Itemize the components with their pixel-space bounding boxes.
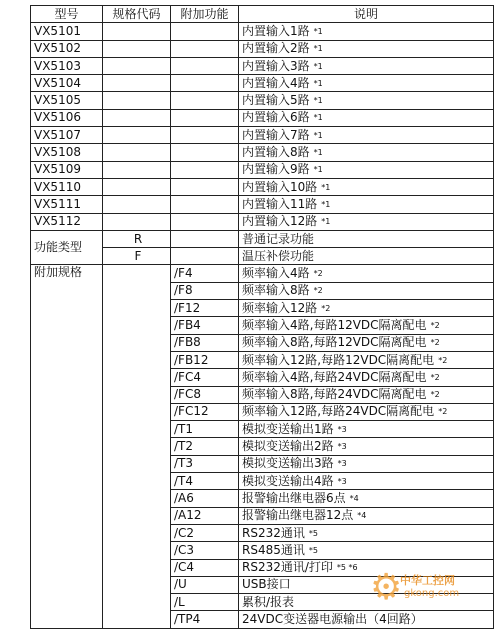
addon-cell — [171, 92, 239, 109]
spec-code-cell — [103, 455, 171, 472]
addon-code-cell: /FC12 — [171, 403, 239, 420]
footnote-marker: *3 — [337, 476, 347, 486]
description-text: 普通记录功能 — [242, 231, 315, 246]
spec-code-cell — [103, 507, 171, 524]
spec-code-cell — [103, 386, 171, 403]
addon-cell — [171, 40, 239, 57]
gear-icon: ⚙ — [370, 567, 403, 608]
description-text: 内置输入5路 — [242, 93, 310, 108]
description-text: 频率输入12路 — [242, 300, 318, 315]
spec-code-cell — [103, 196, 171, 213]
addon-code-cell: /F4 — [171, 265, 239, 282]
footnote-marker: *1 — [313, 148, 323, 158]
description-cell — [239, 300, 494, 317]
footnote-marker: *1 — [321, 182, 331, 192]
table-row — [31, 75, 494, 92]
table-row — [31, 230, 494, 247]
model-cell: VX5110 — [31, 178, 103, 195]
addon-code-cell: /L — [171, 594, 239, 611]
model-cell: VX5106 — [31, 109, 103, 126]
description-text: 频率输入8路 — [242, 283, 310, 298]
spec-code-cell — [103, 438, 171, 455]
addon-cell — [171, 196, 239, 213]
addon-code-cell: /T4 — [171, 473, 239, 490]
table-row — [31, 265, 494, 282]
footnote-marker: *1 — [313, 26, 323, 36]
spec-code-cell — [103, 144, 171, 161]
addon-code-cell: /F8 — [171, 282, 239, 299]
footnote-marker: *1 — [313, 61, 323, 71]
spec-code-cell — [103, 351, 171, 368]
description-text: 频率输入12路,每路12VDC隔离配电 — [242, 352, 435, 367]
description-cell — [239, 40, 494, 57]
footnote-marker: *2 — [430, 372, 440, 382]
description-cell — [239, 334, 494, 351]
model-cell: VX5108 — [31, 144, 103, 161]
description-text: 内置输入4路 — [242, 75, 310, 90]
description-cell — [239, 57, 494, 74]
footnote-marker: *2 — [438, 355, 448, 365]
description-text: USB接口 — [242, 577, 291, 592]
description-text: 内置输入2路 — [242, 41, 310, 56]
watermark-title: 中华工控网 — [400, 574, 455, 587]
spec-code-cell — [103, 421, 171, 438]
addon-code-cell: /A12 — [171, 507, 239, 524]
spec-code-cell — [103, 317, 171, 334]
addon-cell — [171, 248, 239, 265]
addon-code-cell: /U — [171, 576, 239, 593]
footnote-marker: *5 — [308, 528, 318, 538]
spec-code-cell — [103, 75, 171, 92]
description-cell — [239, 542, 494, 559]
addon-code-cell: /C4 — [171, 559, 239, 576]
spec-code-cell — [103, 92, 171, 109]
header-row — [31, 6, 494, 23]
model-cell: VX5102 — [31, 40, 103, 57]
spec-code-cell — [103, 40, 171, 57]
description-text: 报警输出继电器12点 — [242, 508, 354, 523]
addon-code-cell: /TP4 — [171, 611, 239, 628]
description-text: 频率输入8路,每路12VDC隔离配电 — [242, 335, 427, 350]
description-text: 内置输入11路 — [242, 196, 318, 211]
spec-code-cell — [103, 213, 171, 230]
footnote-marker: *2 — [430, 338, 440, 348]
model-cell: VX5105 — [31, 92, 103, 109]
spec-code-cell — [103, 127, 171, 144]
description-text: 内置输入12路 — [242, 214, 318, 229]
footnote-marker: *1 — [313, 44, 323, 54]
addon-code-cell: /FB12 — [171, 351, 239, 368]
table-row — [31, 196, 494, 213]
addon-code-cell: /A6 — [171, 490, 239, 507]
footnote-marker: *5 *6 — [336, 563, 358, 573]
header-addon: 附加功能 — [171, 6, 239, 23]
footnote-marker: *1 — [313, 113, 323, 123]
model-cell: VX5111 — [31, 196, 103, 213]
spec-code-cell — [103, 300, 171, 317]
watermark — [370, 568, 495, 620]
table-row — [31, 92, 494, 109]
description-cell — [239, 438, 494, 455]
description-text: 温压补偿功能 — [242, 248, 315, 263]
description-cell — [239, 144, 494, 161]
addon-cell — [171, 127, 239, 144]
model-cell: VX5101 — [31, 23, 103, 40]
table-row — [31, 178, 494, 195]
description-cell — [239, 507, 494, 524]
description-cell — [239, 369, 494, 386]
description-cell — [239, 351, 494, 368]
footnote-marker: *1 — [313, 130, 323, 140]
addon-code-cell: /C2 — [171, 524, 239, 541]
footnote-marker: *2 — [438, 407, 448, 417]
description-cell — [239, 196, 494, 213]
addon-code-cell: /FB4 — [171, 317, 239, 334]
spec-code-cell — [103, 473, 171, 490]
description-cell — [239, 109, 494, 126]
description-text: RS485通讯 — [242, 542, 305, 557]
addon-code-cell: /T3 — [171, 455, 239, 472]
spec-code-cell — [103, 559, 171, 576]
description-text: 内置输入9路 — [242, 162, 310, 177]
table-row — [31, 144, 494, 161]
description-text: 频率输入4路,每路24VDC隔离配电 — [242, 369, 427, 384]
description-cell — [239, 282, 494, 299]
description-text: 24VDC变送器电源输出（4回路） — [242, 612, 423, 627]
addon-cell — [171, 23, 239, 40]
header-description: 说明 — [239, 6, 494, 23]
model-cell: VX5107 — [31, 127, 103, 144]
table-row — [31, 109, 494, 126]
spec-code-cell — [103, 594, 171, 611]
description-cell — [239, 92, 494, 109]
model-cell: VX5109 — [31, 161, 103, 178]
footnote-marker: *5 — [308, 545, 318, 555]
spec-code-cell — [103, 23, 171, 40]
description-cell — [239, 524, 494, 541]
description-cell — [239, 248, 494, 265]
table-row — [31, 57, 494, 74]
description-text: 模拟变送输出4路 — [242, 473, 334, 488]
spec-code-cell — [103, 542, 171, 559]
addon-cell — [171, 161, 239, 178]
footnote-marker: *1 — [313, 96, 323, 106]
description-text: RS232通讯 — [242, 525, 305, 540]
addon-cell — [171, 178, 239, 195]
description-text: 频率输入4路,每路12VDC隔离配电 — [242, 317, 427, 332]
footnote-marker: *2 — [321, 303, 331, 313]
function-type-label: 功能类型 — [31, 230, 103, 265]
footnote-marker: *4 — [357, 511, 367, 521]
description-cell — [239, 75, 494, 92]
addon-code-cell: /FC4 — [171, 369, 239, 386]
addon-code-cell: /T2 — [171, 438, 239, 455]
addon-code-cell: /C3 — [171, 542, 239, 559]
addon-cell — [171, 144, 239, 161]
description-text: 内置输入8路 — [242, 145, 310, 160]
description-cell — [239, 421, 494, 438]
header-model: 型号 — [31, 6, 103, 23]
table-row — [31, 40, 494, 57]
description-text: 频率输入4路 — [242, 266, 310, 281]
description-text: 内置输入1路 — [242, 23, 310, 38]
spec-code-cell — [103, 178, 171, 195]
description-text: 内置输入7路 — [242, 127, 310, 142]
description-cell — [239, 265, 494, 282]
description-cell — [239, 317, 494, 334]
addon-cell — [171, 57, 239, 74]
spec-code-cell — [103, 161, 171, 178]
spec-code-cell — [103, 524, 171, 541]
description-text: 内置输入3路 — [242, 58, 310, 73]
footnote-marker: *2 — [430, 390, 440, 400]
spec-code-cell — [103, 369, 171, 386]
description-text: 累积/报表 — [242, 594, 295, 609]
description-text: 内置输入10路 — [242, 179, 318, 194]
addon-code-cell: /FB8 — [171, 334, 239, 351]
spec-code-cell — [103, 57, 171, 74]
description-cell — [239, 161, 494, 178]
description-text: 模拟变送输出2路 — [242, 439, 334, 454]
description-cell — [239, 230, 494, 247]
spec-code-cell — [103, 576, 171, 593]
footnote-marker: *4 — [349, 493, 359, 503]
addon-code-cell: /T1 — [171, 421, 239, 438]
footnote-marker: *2 — [430, 320, 440, 330]
spec-code-cell — [103, 334, 171, 351]
description-text: 报警输出继电器6点 — [242, 490, 346, 505]
description-text: 模拟变送输出1路 — [242, 421, 334, 436]
description-cell — [239, 127, 494, 144]
description-cell — [239, 178, 494, 195]
description-text: 频率输入8路,每路24VDC隔离配电 — [242, 387, 427, 402]
addon-spec-label: 附加规格 — [31, 265, 103, 628]
description-cell — [239, 386, 494, 403]
description-cell — [239, 490, 494, 507]
footnote-marker: *1 — [313, 165, 323, 175]
addon-cell — [171, 213, 239, 230]
model-cell: VX5112 — [31, 213, 103, 230]
watermark-url: gkong.com — [404, 588, 460, 599]
spec-code-cell: R — [103, 230, 171, 247]
footnote-marker: *1 — [321, 217, 331, 227]
table-row — [31, 23, 494, 40]
description-cell — [239, 473, 494, 490]
footnote-marker: *1 — [321, 199, 331, 209]
footnote-marker: *1 — [313, 78, 323, 88]
header-spec-code: 规格代码 — [103, 6, 171, 23]
spec-code-cell — [103, 403, 171, 420]
description-text: 频率输入12路,每路24VDC隔离配电 — [242, 404, 435, 419]
footnote-marker: *3 — [337, 442, 347, 452]
table-row — [31, 213, 494, 230]
footnote-marker: *2 — [313, 286, 323, 296]
footnote-marker: *3 — [337, 459, 347, 469]
table-row — [31, 127, 494, 144]
description-text: RS232通讯/打印 — [242, 560, 333, 575]
footnote-marker: *3 — [337, 424, 347, 434]
spec-code-cell — [103, 265, 171, 282]
spec-code-cell — [103, 109, 171, 126]
description-cell — [239, 213, 494, 230]
table-row — [31, 161, 494, 178]
description-cell — [239, 403, 494, 420]
spec-table — [30, 5, 494, 629]
spec-code-cell: F — [103, 248, 171, 265]
description-text: 模拟变送输出3路 — [242, 456, 334, 471]
spec-code-cell — [103, 611, 171, 628]
addon-cell — [171, 75, 239, 92]
model-cell: VX5104 — [31, 75, 103, 92]
addon-code-cell: /F12 — [171, 300, 239, 317]
addon-code-cell: /FC8 — [171, 386, 239, 403]
addon-cell — [171, 230, 239, 247]
description-text: 内置输入6路 — [242, 110, 310, 125]
footnote-marker: *2 — [313, 269, 323, 279]
spec-code-cell — [103, 490, 171, 507]
description-cell — [239, 455, 494, 472]
model-cell: VX5103 — [31, 57, 103, 74]
spec-code-cell — [103, 282, 171, 299]
addon-cell — [171, 109, 239, 126]
description-cell — [239, 23, 494, 40]
table-body — [31, 23, 494, 628]
